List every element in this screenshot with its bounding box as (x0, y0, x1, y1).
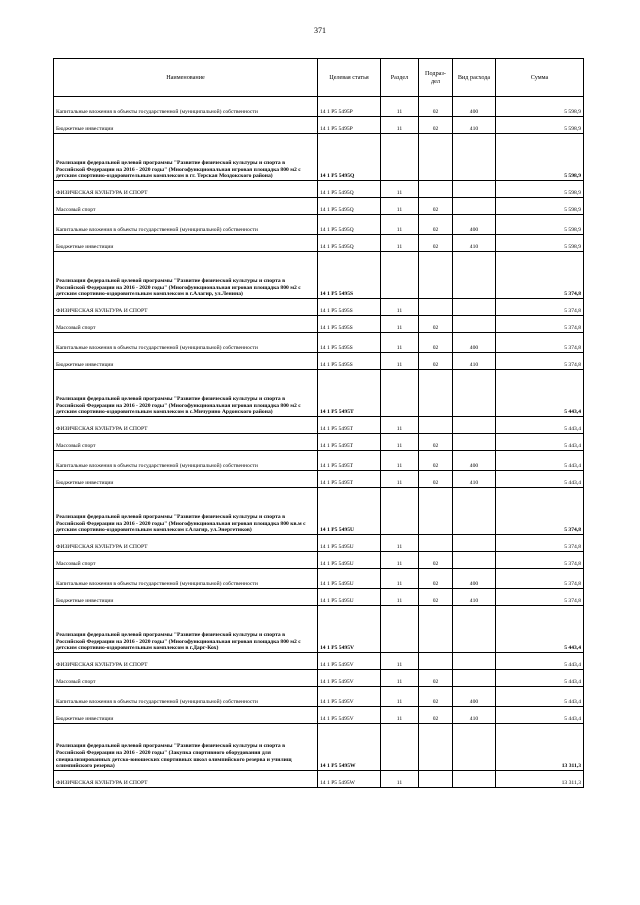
row-target-cell: 14 1 P5 5495Q (318, 134, 381, 181)
row-name-cell: ФИЗИЧЕСКАЯ КУЛЬТУРА И СПОРТ (54, 299, 318, 316)
row-name-cell: Бюджетные инвестиции (54, 235, 318, 252)
row-expense-type-cell (453, 488, 496, 535)
row-name-cell: ФИЗИЧЕСКАЯ КУЛЬТУРА И СПОРТ (54, 653, 318, 670)
row-subsection-cell: 02 (419, 552, 453, 569)
row-sum-cell: 5 598,9 (496, 97, 584, 117)
row-target-cell: 14 1 P5 5495S (318, 333, 381, 353)
table-row (54, 434, 584, 451)
row-expense-type-cell (453, 252, 496, 299)
row-name-cell: Капитальные вложения в объекты государственной (муниципальной) собственности (54, 215, 318, 235)
row-sum-cell: 5 374,8 (496, 535, 584, 552)
row-name-cell: Реализация федеральной целевой программы "Развитие физической культуры и спорта в Российской Федерации на 2016 - 2020 годы" (Многофункциональная игровая площадка 800 м2 с детским спортивно-оздоровительным комплексом в г.Алагир, ул.Ленина) (54, 252, 318, 299)
row-expense-type-cell: 410 (453, 235, 496, 252)
row-name-cell: Реализация федеральной целевой программы "Развитие физической культуры и спорта в Российской Федерации на 2016 - 2020 годы" (Многофункциональная игровая площадка 800 м2 с детским спортивно-оздоровительным комплексом в с.Мичурино Ардонского района) (54, 370, 318, 417)
row-expense-type-cell: 410 (453, 707, 496, 724)
row-name-cell: Бюджетные инвестиции (54, 353, 318, 370)
table-row (54, 451, 584, 471)
row-name-cell: Массовый спорт (54, 670, 318, 687)
table-row (54, 299, 584, 316)
row-sum-cell: 5 598,9 (496, 181, 584, 198)
row-section-cell: 11 (381, 569, 419, 589)
row-subsection-cell: 02 (419, 434, 453, 451)
row-name-cell: Бюджетные инвестиции (54, 117, 318, 134)
row-sum-cell: 13 311,3 (496, 771, 584, 788)
row-section-cell (381, 134, 419, 181)
row-subsection-cell (419, 535, 453, 552)
table-row (54, 724, 584, 771)
row-section-cell: 11 (381, 670, 419, 687)
row-section-cell: 11 (381, 316, 419, 333)
table-row (54, 471, 584, 488)
row-target-cell: 14 1 P5 5495V (318, 653, 381, 670)
row-expense-type-cell (453, 181, 496, 198)
table-row (54, 670, 584, 687)
row-subsection-cell (419, 181, 453, 198)
row-expense-type-cell (453, 724, 496, 771)
row-name-cell: Бюджетные инвестиции (54, 471, 318, 488)
table-row (54, 198, 584, 215)
header-target-article: Целевая статья (318, 59, 381, 97)
row-target-cell: 14 1 P5 5495V (318, 687, 381, 707)
row-target-cell: 14 1 P5 5495U (318, 552, 381, 569)
row-section-cell: 11 (381, 653, 419, 670)
row-section-cell (381, 488, 419, 535)
row-section-cell: 11 (381, 451, 419, 471)
row-expense-type-cell: 410 (453, 471, 496, 488)
row-target-cell: 14 1 P5 5495U (318, 589, 381, 606)
row-name-cell: Массовый спорт (54, 316, 318, 333)
row-name-cell: ФИЗИЧЕСКАЯ КУЛЬТУРА И СПОРТ (54, 417, 318, 434)
row-sum-cell: 5 443,4 (496, 606, 584, 653)
table-row (54, 552, 584, 569)
row-subsection-cell: 02 (419, 97, 453, 117)
row-target-cell: 14 1 P5 5495V (318, 670, 381, 687)
header-name: Наименование (54, 59, 318, 97)
table-body (54, 97, 584, 788)
row-name-cell: Реализация федеральной целевой программы "Развитие физической культуры и спорта в Российской Федерации на 2016 - 2020 годы" (Многофункциональная игровая площадка 800 м2 с детским спортивно-оздоровительным комплексом в гг. Терская Моздокского района) (54, 134, 318, 181)
row-subsection-cell (419, 771, 453, 788)
table-row (54, 687, 584, 707)
row-target-cell: 14 1 P5 5495U (318, 535, 381, 552)
row-section-cell: 11 (381, 707, 419, 724)
row-section-cell: 11 (381, 117, 419, 134)
table-row (54, 134, 584, 181)
table-header-row (54, 59, 584, 97)
table-row (54, 606, 584, 653)
row-target-cell: 14 1 P5 5495U (318, 569, 381, 589)
row-expense-type-cell: 410 (453, 117, 496, 134)
row-section-cell: 11 (381, 198, 419, 215)
row-expense-type-cell (453, 670, 496, 687)
row-target-cell: 14 1 P5 5495P (318, 97, 381, 117)
row-expense-type-cell: 400 (453, 687, 496, 707)
row-expense-type-cell (453, 771, 496, 788)
row-target-cell: 14 1 P5 5495S (318, 299, 381, 316)
row-target-cell: 14 1 P5 5495S (318, 252, 381, 299)
table-row (54, 252, 584, 299)
row-expense-type-cell (453, 316, 496, 333)
header-sum: Сумма (496, 59, 584, 97)
row-expense-type-cell: 400 (453, 451, 496, 471)
row-section-cell: 11 (381, 417, 419, 434)
row-subsection-cell (419, 299, 453, 316)
row-expense-type-cell (453, 434, 496, 451)
row-expense-type-cell (453, 552, 496, 569)
row-target-cell: 14 1 P5 5495T (318, 471, 381, 488)
row-subsection-cell (419, 653, 453, 670)
row-subsection-cell: 02 (419, 316, 453, 333)
row-sum-cell: 5 443,4 (496, 653, 584, 670)
row-section-cell: 11 (381, 333, 419, 353)
page-number: 371 (314, 26, 326, 35)
table-row (54, 333, 584, 353)
row-subsection-cell (419, 417, 453, 434)
row-expense-type-cell: 410 (453, 353, 496, 370)
row-name-cell: Капитальные вложения в объекты государственной (муниципальной) собственности (54, 333, 318, 353)
row-name-cell: Реализация федеральной целевой программы "Развитие физической культуры и спорта в Российской Федерации на 2016 - 2020 годы" (Закупка спортивного оборудования для специализированных детско-юношеских спортивных школ олимпийского резерва и училищ олимпийского резерва) (54, 724, 318, 771)
row-sum-cell: 5 374,8 (496, 333, 584, 353)
row-subsection-cell: 02 (419, 451, 453, 471)
row-sum-cell: 5 374,8 (496, 552, 584, 569)
row-sum-cell: 5 598,9 (496, 198, 584, 215)
row-expense-type-cell (453, 417, 496, 434)
table-row (54, 181, 584, 198)
table-row (54, 117, 584, 134)
row-subsection-cell (419, 252, 453, 299)
table-row (54, 417, 584, 434)
row-section-cell: 11 (381, 434, 419, 451)
row-target-cell: 14 1 P5 5495W (318, 771, 381, 788)
row-target-cell: 14 1 P5 5495W (318, 724, 381, 771)
row-name-cell: Реализация федеральной целевой программы "Развитие физической культуры и спорта в Российской Федерации на 2016 - 2020 годы" (Многофункциональная игровая площадка 800 кв.м с детским спортивно-оздоровительным комплексом г.Алагир, ул.Энергетиков) (54, 488, 318, 535)
row-section-cell (381, 606, 419, 653)
row-sum-cell: 5 374,8 (496, 353, 584, 370)
row-name-cell: Капитальные вложения в объекты государственной (муниципальной) собственности (54, 569, 318, 589)
row-name-cell: Массовый спорт (54, 552, 318, 569)
row-expense-type-cell: 400 (453, 215, 496, 235)
row-name-cell: ФИЗИЧЕСКАЯ КУЛЬТУРА И СПОРТ (54, 181, 318, 198)
header-expense-type: Вид расхода (453, 59, 496, 97)
row-sum-cell: 5 598,9 (496, 134, 584, 181)
row-sum-cell: 5 374,8 (496, 299, 584, 316)
row-expense-type-cell (453, 299, 496, 316)
budget-table (53, 58, 584, 788)
table-row (54, 488, 584, 535)
row-expense-type-cell: 410 (453, 589, 496, 606)
row-subsection-cell (419, 134, 453, 181)
row-name-cell: Капитальные вложения в объекты государственной (муниципальной) собственности (54, 451, 318, 471)
row-section-cell: 11 (381, 471, 419, 488)
row-target-cell: 14 1 P5 5495T (318, 370, 381, 417)
row-expense-type-cell (453, 606, 496, 653)
row-expense-type-cell (453, 198, 496, 215)
row-sum-cell: 5 443,4 (496, 451, 584, 471)
row-sum-cell: 5 443,4 (496, 370, 584, 417)
row-sum-cell: 5 598,9 (496, 235, 584, 252)
table-row (54, 771, 584, 788)
row-target-cell: 14 1 P5 5495V (318, 707, 381, 724)
row-expense-type-cell: 400 (453, 333, 496, 353)
header-subsection: Подраз-дел (419, 59, 453, 97)
row-target-cell: 14 1 P5 5495T (318, 434, 381, 451)
row-target-cell: 14 1 P5 5495V (318, 606, 381, 653)
row-name-cell: ФИЗИЧЕСКАЯ КУЛЬТУРА И СПОРТ (54, 535, 318, 552)
row-expense-type-cell: 400 (453, 569, 496, 589)
table-row (54, 589, 584, 606)
row-sum-cell: 5 443,4 (496, 471, 584, 488)
row-section-cell: 11 (381, 771, 419, 788)
row-section-cell (381, 252, 419, 299)
row-target-cell: 14 1 P5 5495Q (318, 181, 381, 198)
table-row (54, 215, 584, 235)
row-sum-cell: 5 443,4 (496, 417, 584, 434)
row-sum-cell: 5 443,4 (496, 687, 584, 707)
row-section-cell: 11 (381, 353, 419, 370)
row-target-cell: 14 1 P5 5495T (318, 417, 381, 434)
row-sum-cell: 5 374,8 (496, 316, 584, 333)
row-section-cell: 11 (381, 687, 419, 707)
row-name-cell: Капитальные вложения в объекты государственной (муниципальной) собственности (54, 687, 318, 707)
row-target-cell: 14 1 P5 5495Q (318, 235, 381, 252)
row-subsection-cell (419, 606, 453, 653)
row-name-cell: Массовый спорт (54, 434, 318, 451)
row-sum-cell: 13 311,3 (496, 724, 584, 771)
row-expense-type-cell (453, 535, 496, 552)
row-subsection-cell: 02 (419, 569, 453, 589)
table-row (54, 97, 584, 117)
row-name-cell: Бюджетные инвестиции (54, 589, 318, 606)
row-section-cell: 11 (381, 299, 419, 316)
row-name-cell: Бюджетные инвестиции (54, 707, 318, 724)
row-sum-cell: 5 374,8 (496, 589, 584, 606)
row-subsection-cell: 02 (419, 235, 453, 252)
row-sum-cell: 5 374,8 (496, 488, 584, 535)
row-subsection-cell: 02 (419, 589, 453, 606)
row-target-cell: 14 1 P5 5495Q (318, 215, 381, 235)
row-expense-type-cell: 400 (453, 97, 496, 117)
row-sum-cell: 5 374,8 (496, 252, 584, 299)
table-row (54, 535, 584, 552)
row-subsection-cell (419, 724, 453, 771)
row-section-cell: 11 (381, 181, 419, 198)
table-row (54, 353, 584, 370)
row-section-cell (381, 370, 419, 417)
row-subsection-cell: 02 (419, 333, 453, 353)
row-name-cell: Массовый спорт (54, 198, 318, 215)
row-name-cell: ФИЗИЧЕСКАЯ КУЛЬТУРА И СПОРТ (54, 771, 318, 788)
row-name-cell: Капитальные вложения в объекты государственной (муниципальной) собственности (54, 97, 318, 117)
header-section: Раздел (381, 59, 419, 97)
row-target-cell: 14 1 P5 5495S (318, 316, 381, 333)
row-subsection-cell: 02 (419, 670, 453, 687)
row-target-cell: 14 1 P5 5495U (318, 488, 381, 535)
row-sum-cell: 5 443,4 (496, 434, 584, 451)
row-section-cell: 11 (381, 552, 419, 569)
row-subsection-cell: 02 (419, 198, 453, 215)
table-row (54, 370, 584, 417)
row-section-cell: 11 (381, 535, 419, 552)
row-section-cell: 11 (381, 97, 419, 117)
row-expense-type-cell (453, 134, 496, 181)
row-target-cell: 14 1 P5 5495Q (318, 198, 381, 215)
table-row (54, 707, 584, 724)
row-subsection-cell: 02 (419, 117, 453, 134)
row-subsection-cell: 02 (419, 353, 453, 370)
row-section-cell: 11 (381, 215, 419, 235)
row-target-cell: 14 1 P5 5495T (318, 451, 381, 471)
row-subsection-cell (419, 370, 453, 417)
table-row (54, 569, 584, 589)
row-sum-cell: 5 598,9 (496, 215, 584, 235)
row-section-cell: 11 (381, 235, 419, 252)
row-sum-cell: 5 443,4 (496, 707, 584, 724)
row-section-cell: 11 (381, 589, 419, 606)
row-name-cell: Реализация федеральной целевой программы "Развитие физической культуры и спорта в Российской Федерации на 2016 - 2020 годы" (Многофункциональная игровая площадка 800 м2 с детским спортивно-оздоровительным комплексом в г.Дарг-Кох) (54, 606, 318, 653)
row-target-cell: 14 1 P5 5495P (318, 117, 381, 134)
row-subsection-cell: 02 (419, 471, 453, 488)
row-section-cell (381, 724, 419, 771)
row-subsection-cell: 02 (419, 687, 453, 707)
row-subsection-cell (419, 488, 453, 535)
row-sum-cell: 5 443,4 (496, 670, 584, 687)
row-subsection-cell: 02 (419, 215, 453, 235)
row-target-cell: 14 1 P5 5495S (318, 353, 381, 370)
table-row (54, 316, 584, 333)
table-row (54, 653, 584, 670)
row-subsection-cell: 02 (419, 707, 453, 724)
row-expense-type-cell (453, 653, 496, 670)
row-expense-type-cell (453, 370, 496, 417)
row-sum-cell: 5 598,9 (496, 117, 584, 134)
table-row (54, 235, 584, 252)
row-sum-cell: 5 374,8 (496, 569, 584, 589)
